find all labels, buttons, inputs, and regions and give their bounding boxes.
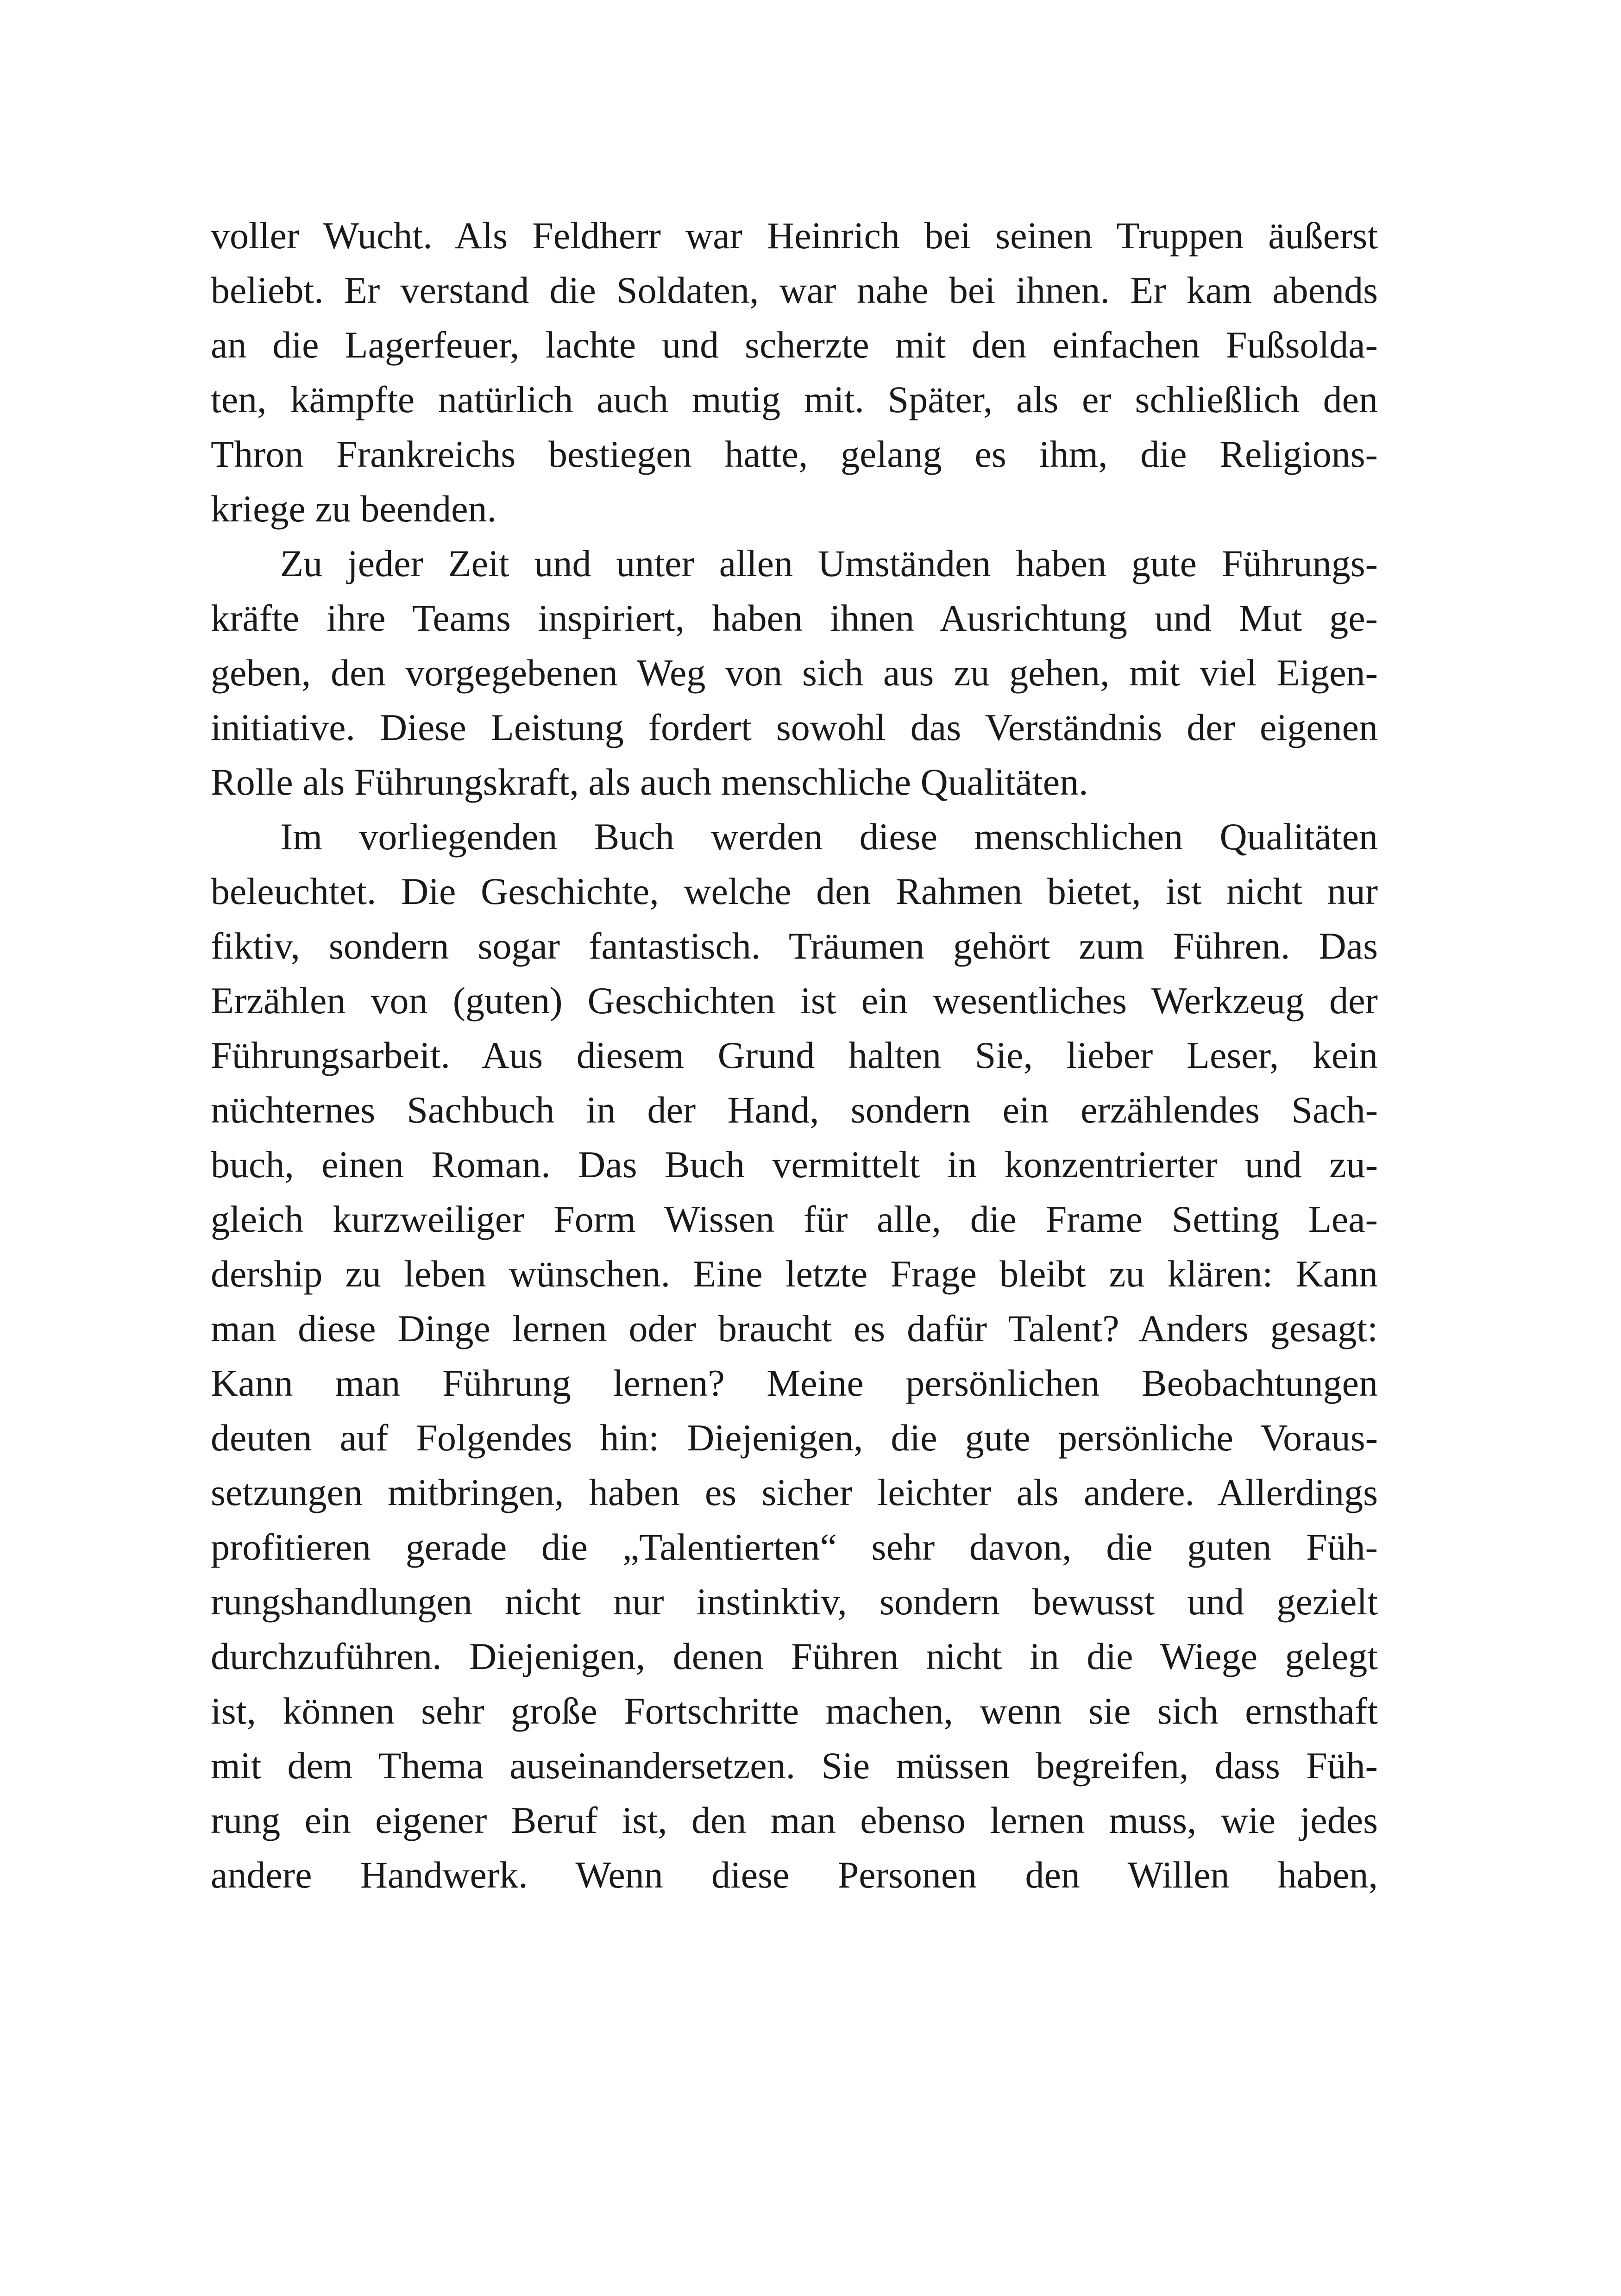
text-line: setzungen mitbringen, haben es sicher leichter als andere. Allerdings xyxy=(211,1471,1378,1513)
text-line: kräfte ihre Teams inspiriert, haben ihnen Ausrichtung und Mut ge- xyxy=(211,597,1378,639)
text-line: Führungsarbeit. Aus diesem Grund halten Sie, lieber Leser, kein xyxy=(211,1034,1378,1076)
text-line: gleich kurzweiliger Form Wissen für alle, die Frame Setting Lea- xyxy=(211,1198,1378,1240)
text-line: buch, einen Roman. Das Buch vermittelt in konzentrierter und zu- xyxy=(211,1143,1378,1186)
text-line: Erzählen von (guten) Geschichten ist ein wesentliches Werkzeug der xyxy=(211,979,1378,1022)
text-line: durchzuführen. Diejenigen, denen Führen nicht in die Wiege gelegt xyxy=(211,1635,1378,1677)
text-line: an die Lagerfeuer, lachte und scherzte mit den einfachen Fußsolda- xyxy=(211,324,1378,366)
text-line: Kann man Führung lernen? Meine persönlichen Beobachtungen xyxy=(211,1362,1378,1404)
text-line: rungshandlungen nicht nur instinktiv, sondern bewusst und gezielt xyxy=(211,1581,1378,1623)
paragraph-first-line: Im vorliegenden Buch werden diese menschlichen Qualitäten xyxy=(280,816,1378,858)
text-line: nüchternes Sachbuch in der Hand, sondern ein erzählendes Sach- xyxy=(211,1089,1378,1131)
text-line: beliebt. Er verstand die Soldaten, war nahe bei ihnen. Er kam abends xyxy=(211,269,1378,311)
text-line: voller Wucht. Als Feldherr war Heinrich bei seinen Truppen äußerst xyxy=(211,214,1378,257)
text-line: initiative. Diese Leistung fordert sowohl das Verständnis der eigenen xyxy=(211,706,1378,748)
text-line: ist, können sehr große Fortschritte machen, wenn sie sich ernsthaft xyxy=(211,1690,1378,1732)
text-line: mit dem Thema auseinandersetzen. Sie müssen begreifen, dass Füh- xyxy=(211,1744,1378,1787)
text-line: geben, den vorgegebenen Weg von sich aus zu gehen, mit viel Eigen- xyxy=(211,652,1378,694)
text-line: kriege zu beenden. xyxy=(211,488,496,530)
text-line: dership zu leben wünschen. Eine letzte Frage bleibt zu klären: Kann xyxy=(211,1253,1378,1295)
body-text xyxy=(211,208,1378,1902)
text-line: deuten auf Folgendes hin: Diejenigen, die gute persönliche Voraus- xyxy=(211,1417,1378,1459)
text-line: fiktiv, sondern sogar fantastisch. Träumen gehört zum Führen. Das xyxy=(211,925,1378,967)
text-line: Thron Frankreichs bestiegen hatte, gelang es ihm, die Religions- xyxy=(211,433,1378,475)
text-line: andere Handwerk. Wenn diese Personen den Willen haben, xyxy=(211,1854,1378,1896)
paragraph-first-line: Zu jeder Zeit und unter allen Umständen haben gute Führungs- xyxy=(280,542,1378,584)
text-line: beleuchtet. Die Geschichte, welche den Rahmen bietet, ist nicht nur xyxy=(211,870,1378,912)
text-line: ten, kämpfte natürlich auch mutig mit. Später, als er schließlich den xyxy=(211,378,1378,420)
text-line: rung ein eigener Beruf ist, den man ebenso lernen muss, wie jedes xyxy=(211,1799,1378,1841)
text-line: man diese Dinge lernen oder braucht es dafür Talent? Anders gesagt: xyxy=(211,1307,1378,1349)
text-line: Rolle als Führungskraft, als auch menschliche Qualitäten. xyxy=(211,761,1088,803)
text-line: profitieren gerade die „Talentierten“ sehr davon, die guten Füh- xyxy=(211,1526,1378,1568)
